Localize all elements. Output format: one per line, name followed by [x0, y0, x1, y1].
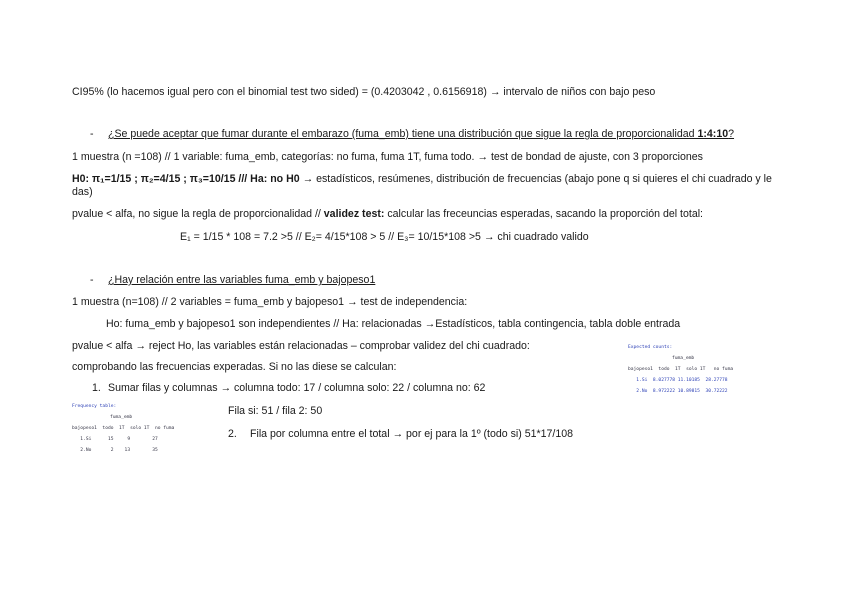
- frequency-table-thumbnail: [72, 398, 174, 460]
- pvalue-start: pvalue < alfa, no sigue la regla de proporcionalidad //: [72, 208, 324, 220]
- question-1-text: ¿Se puede aceptar que fumar durante el embarazo (fuma_emb) tiene una distribución que sigue la regla de proporcionalidad: [108, 128, 698, 140]
- freq-table-header: bajopeso1 todo 1T solo 1T no fuma: [72, 425, 175, 431]
- question-2: ¿Hay relación entre las variables fuma_emb y bajopeso1: [108, 274, 376, 286]
- expected-values-line: E₁ = 1/15 * 108 = 7.2 >5 // E₂= 4/15*108 > 5 // E₃= 10/15*108 >5 → chi cuadrado valido: [180, 231, 589, 243]
- bullet-dash: -: [90, 128, 94, 140]
- h0-text: H0: π₁=1/15 ; π₂=4/15 ; π₃=10/15 /// Ha: no H0: [72, 173, 300, 185]
- freq-table-row-1: 1.Si 15 9 27: [72, 437, 158, 443]
- sample-line-1: 1 muestra (n =108) // 1 variable: fuma_emb, categorías: no fuma, fuma 1T, fuma todo. → test de bondad de ajuste, con 3 proporciones: [72, 151, 703, 163]
- step-2-text: Fila por columna entre el total → por ej para la 1º (todo si) 51*17/108: [250, 428, 574, 440]
- freq-table-title: Frequency table:: [72, 403, 117, 409]
- ci-line: CI95% (lo hacemos igual pero con el binomial test two sided) = (0.4203042 , 0.6156918) → intervalo de niños con bajo peso: [72, 86, 656, 98]
- question-1-ratio: 1:4:10: [697, 128, 729, 140]
- question-1-end: ?: [728, 128, 735, 140]
- bullet-dash-2: -: [90, 274, 94, 286]
- sample-line-2: 1 muestra (n=108) // 2 variables = fuma_emb y bajopeso1 → test de independencia:: [72, 296, 468, 308]
- expected-table-row-2: 2.No 8.972222 10.89815 30.72222: [628, 389, 728, 395]
- freq-table-colvar: fuma_emb: [110, 414, 133, 420]
- step-1-text: Sumar filas y columnas → columna todo: 17 / columna solo: 22 / columna no: 62: [108, 382, 486, 394]
- pvalue-line-1: [72, 208, 703, 221]
- expected-table-header: bajopeso1 todo 1T solo 1T no fuma: [628, 366, 734, 372]
- expected-counts-thumbnail: [628, 339, 733, 401]
- validez-label: validez test:: [323, 208, 385, 220]
- expected-table-title: Expected counts:: [628, 344, 673, 350]
- hypothesis-line-1: [72, 173, 777, 199]
- check-line: comprobando las frecuencias experadas. Si no las diese se calculan:: [72, 361, 397, 373]
- expected-table-colvar: fuma_emb: [672, 355, 695, 361]
- step-2-number: 2.: [228, 428, 237, 440]
- step-1-rows: Fila si: 51 / fila 2: 50: [228, 405, 323, 417]
- freq-table-row-2: 2.No 2 13 35: [72, 448, 158, 454]
- step-1-number: 1.: [92, 382, 101, 394]
- pvalue-line-2: pvalue < alfa → reject Ho, las variables están relacionadas – comprobar validez del chi cuadrado:: [72, 340, 530, 352]
- question-1: [108, 128, 734, 141]
- h0-rest: → estadísticos, resúmenes, distribución de frecuencias (abajo pone q si quieres el chi cuadrado y le das): [72, 173, 772, 198]
- pvalue-end: calcular las freceuncias esperadas, sacando la proporción del total:: [384, 208, 704, 220]
- hypotheses-line-2: Ho: fuma_emb y bajopeso1 son independientes // Ha: relacionadas →Estadísticos, tabla contingencia, tabla doble entrada: [106, 318, 681, 330]
- expected-table-row-1: 1.Si 8.027778 11.10185 28.27778: [628, 378, 728, 384]
